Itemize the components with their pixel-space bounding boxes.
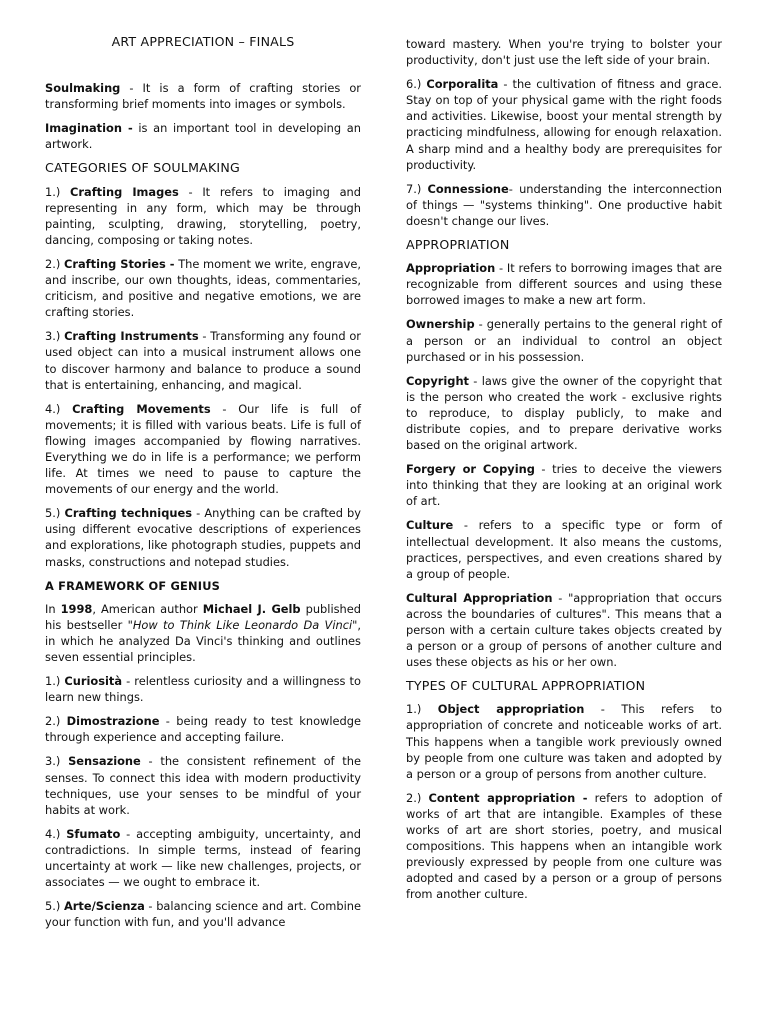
- item-number: 7.): [406, 181, 428, 196]
- term: Appropriation: [406, 261, 496, 276]
- author: Michael J. Gelb: [202, 601, 301, 616]
- text: , American author: [92, 601, 203, 616]
- term: Imagination -: [45, 121, 133, 136]
- item-number: 2.): [406, 790, 429, 805]
- definition: - This refers to appropriation of concrete and noticeable works of art. This happens when a tangible work previously owned by people from one culture was taken and adopted by a person or a group of persons from another culture.: [406, 702, 722, 781]
- imagination-definition: [45, 120, 361, 152]
- term: Dimostrazione: [66, 714, 160, 729]
- term: Cultural Appropriation: [406, 590, 553, 605]
- definition: - the consistent refinement of the senses. To connect this idea with modern productivity techniques, use your senses to be mindful of your habits at work.: [45, 754, 361, 817]
- term: Arte/Scienza: [63, 899, 145, 914]
- framework-intro: [45, 601, 361, 665]
- definition: - generally pertains to the general right of a person or an individual to control an object purchased or in his possession.: [406, 317, 722, 364]
- item-number: 1.): [45, 674, 65, 689]
- definition: The moment we write, engrave, and inscribe, our own thoughts, ideas, commentaries, criticism, and positive and negative emotions, we are crafting stories.: [45, 256, 362, 320]
- document-title: ART APPRECIATION – FINALS: [111, 34, 295, 49]
- item-number: 4.): [45, 826, 67, 841]
- item-number: 4.): [45, 401, 73, 416]
- list-item: [406, 701, 722, 781]
- term: Crafting Images: [70, 184, 179, 199]
- list-item: [45, 184, 361, 248]
- book-title: "How to Think Like Leonardo Da Vinci": [127, 617, 358, 632]
- definition: - "appropriation that occurs across the boundaries of cultures". This means that a person with a certain culture takes objects created by a person or a group of persons of another culture and uses these objects as his or her own.: [406, 590, 722, 670]
- term: Object appropriation: [437, 702, 585, 717]
- list-item: [45, 826, 361, 890]
- list-item: [45, 753, 361, 817]
- term: Copyright: [406, 373, 469, 388]
- year: 1998: [60, 601, 93, 616]
- term-definition: [406, 461, 722, 509]
- definition: - laws give the owner of the copyright that is the person who created the work - exclusive rights to reproduce, to display publicly, to make and distribute copies, and to prepare derivative works based on the original artwork.: [406, 373, 722, 453]
- definition: - It refers to imaging and representing in any form, which may be through painting, sculpting, drawing, storytelling, poetry, dancing, composing or taking notes.: [45, 184, 362, 247]
- list-item: [45, 401, 361, 498]
- text: published his bestseller: [45, 601, 361, 632]
- term: Crafting Stories -: [64, 256, 175, 271]
- list-item: [45, 328, 361, 392]
- term-definition: [406, 260, 722, 308]
- list-item: [45, 505, 361, 569]
- definition: - the cultivation of fitness and grace. Stay on top of your physical game with the right foods and activities. Likewise, boost your mental strength by practicing mindfulness, allowing for enough relaxation. A sharp mind and a healthy body are prerequisites for productivity.: [406, 77, 722, 172]
- term: Ownership: [406, 317, 475, 332]
- item-number: 1.): [45, 184, 71, 199]
- item-number: 2.): [45, 714, 67, 729]
- term-definition: [406, 590, 722, 670]
- term: Sfumato: [66, 826, 121, 841]
- term: Connessione: [427, 181, 509, 196]
- definition: - Transforming any found or used object can into a musical instrument allows one to discover harmony and balance to produce a sound that is entertaining, enhancing, and magical.: [45, 329, 361, 392]
- soulmaking-definition: [45, 80, 361, 112]
- definition: - Our life is full of movements; it is filled with various beats. Life is full of flowing images accompanied by flowing narratives. Everything we do in life is a performance; we perform life. At times we need to pause to capture the movements of our energy and the world.: [45, 401, 362, 497]
- definition: - refers to a specific type or form of intellectual development. It also means the customs, practices, perspectives, and even creations shared by a group of people.: [406, 518, 722, 581]
- definition: is an important tool in developing an artwork.: [45, 121, 361, 152]
- item-number: 3.): [45, 329, 65, 344]
- left-column: [45, 34, 361, 938]
- list-item: [406, 181, 722, 229]
- types-heading: TYPES OF CULTURAL APPROPRIATION: [406, 678, 646, 694]
- definition: - accepting ambiguity, uncertainty, and contradictions. In simple terms, instead of fearing uncertainty at work — like new challenges, projects, or associates — we ought to embrace it.: [45, 826, 361, 890]
- item-number: 3.): [45, 754, 69, 769]
- text: In: [45, 601, 61, 616]
- definition: - Anything can be crafted by using different evocative descriptions of experiences and explorations, like photograph studies, puppets and masks, constructions and notepad studies.: [45, 506, 362, 569]
- definition: - understanding the interconnection of things — "systems thinking". One productive habit doesn't change our lives.: [406, 181, 722, 228]
- list-item: [45, 256, 361, 320]
- list-item: [45, 898, 361, 930]
- item-number: 1.): [406, 702, 438, 717]
- categories-heading: CATEGORIES OF SOULMAKING: [45, 160, 240, 176]
- term: Crafting techniques: [64, 506, 192, 521]
- term-definition: [406, 373, 722, 453]
- text: , in which he analyzed Da Vinci's thinking and outlines seven essential principles.: [45, 617, 361, 664]
- continuation-text: toward mastery. When you're trying to bolster your productivity, don't just use the left side of your brain.: [406, 37, 722, 68]
- term: Crafting Instruments: [64, 329, 199, 344]
- list-item: [45, 713, 361, 745]
- term: Sensazione: [68, 754, 141, 769]
- definition: - It is a form of crafting stories or transforming brief moments into images or symbols.: [45, 81, 361, 112]
- definition: - tries to deceive the viewers into thinking that they are looking at an original work of art.: [406, 462, 722, 509]
- item-number: 6.): [406, 77, 427, 92]
- term: Soulmaking: [45, 81, 121, 96]
- list-item: [45, 673, 361, 705]
- term-definition: [406, 517, 722, 581]
- term: Content appropriation -: [428, 790, 588, 805]
- item-number: 5.): [45, 899, 64, 914]
- term-definition: [406, 316, 722, 364]
- term: Culture: [406, 518, 454, 533]
- list-item: [406, 790, 722, 903]
- appropriation-heading: APPROPRIATION: [406, 237, 510, 253]
- framework-heading: A FRAMEWORK OF GENIUS: [45, 578, 221, 593]
- term: Curiosità: [64, 674, 123, 689]
- item-number: 2.): [45, 256, 64, 271]
- right-column: [406, 36, 722, 911]
- term: Corporalita: [426, 77, 499, 92]
- item-number: 5.): [45, 506, 65, 521]
- list-item: [406, 76, 722, 173]
- term: Crafting Movements: [72, 401, 211, 416]
- term: Forgery or Copying: [406, 462, 535, 477]
- definition: - balancing science and art. Combine your function with fun, and you'll advance: [45, 899, 361, 930]
- definition: - being ready to test knowledge through experience and accepting failure.: [45, 714, 361, 745]
- definition: - It refers to borrowing images that are recognizable from different sources and using these borrowed images to make a new art form.: [406, 261, 722, 308]
- definition: - relentless curiosity and a willingness to learn new things.: [45, 674, 361, 705]
- definition: refers to adoption of works of art that are intangible. Examples of these works of art are short stories, poetry, and musical compositions. This happens when an intangible work previously expressed by people from one culture was adopted and cased by a person or a group of persons from another culture.: [406, 790, 723, 902]
